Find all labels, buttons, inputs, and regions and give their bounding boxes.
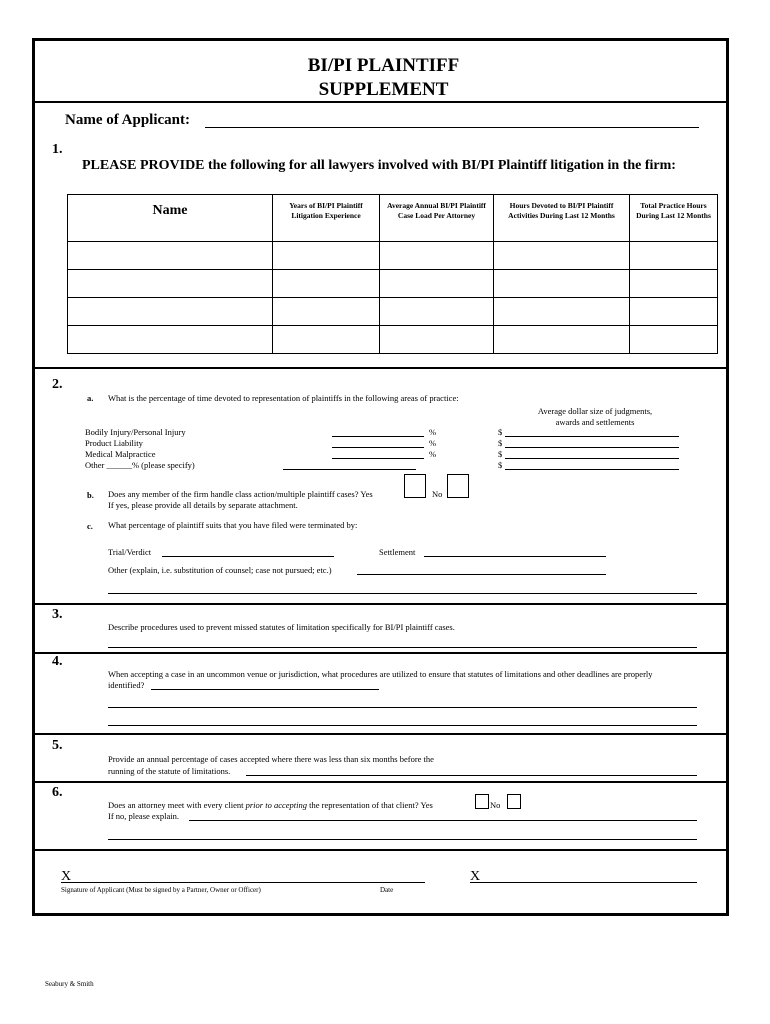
cell-caseload[interactable]	[380, 270, 494, 298]
cell-hours[interactable]	[494, 242, 630, 270]
pct-field-medical[interactable]	[332, 458, 424, 459]
avg-header-1: Average dollar size of judgments,	[537, 406, 653, 416]
cell-caseload[interactable]	[380, 242, 494, 270]
amount-field-medical[interactable]	[505, 458, 679, 459]
q3-text: Describe procedures used to prevent missed statutes of limitation specifically for BI/PI plaintiff cases.	[108, 622, 455, 632]
form-title-line2: SUPPLEMENT	[318, 79, 449, 100]
column-header-total-hours: Total Practice Hours During Last 12 Months	[630, 195, 718, 242]
column-header-caseload: Average Annual BI/PI Plaintiff Case Load Per Attorney	[380, 195, 494, 242]
date-label: Date	[380, 886, 394, 894]
other-field[interactable]	[357, 574, 606, 575]
divider	[35, 733, 726, 735]
table-row	[68, 270, 718, 298]
cell-name[interactable]	[68, 298, 273, 326]
applicant-label: Name of Applicant:	[65, 112, 190, 128]
amount-field-bodily[interactable]	[505, 436, 679, 437]
cell-hours[interactable]	[494, 326, 630, 354]
divider	[35, 603, 726, 605]
trial-field[interactable]	[162, 556, 334, 557]
cell-name[interactable]	[68, 270, 273, 298]
cell-years[interactable]	[273, 326, 380, 354]
divider	[35, 781, 726, 783]
dollar-sign: $	[498, 427, 503, 437]
q4-number: 4.	[52, 654, 63, 669]
pct-field-bodily[interactable]	[332, 436, 424, 437]
q2a-label: a.	[87, 393, 94, 403]
q6-field[interactable]	[189, 820, 697, 821]
divider	[35, 101, 726, 103]
q2b-label: b.	[87, 490, 94, 500]
q4-field[interactable]	[151, 689, 379, 690]
dollar-sign: $	[498, 449, 503, 459]
cell-caseload[interactable]	[380, 326, 494, 354]
q5-text: Provide an annual percentage of cases accepted where there was less than six months before the	[108, 754, 434, 764]
q2b-no-checkbox[interactable]	[447, 474, 469, 498]
q3-answer-line[interactable]	[108, 647, 697, 648]
avg-header-2: awards and settlements	[555, 417, 635, 427]
form-frame	[32, 38, 729, 916]
q6-yes-checkbox[interactable]	[475, 794, 489, 809]
column-header-years: Years of BI/PI Plaintiff Litigation Experience	[273, 195, 380, 242]
signature-x: X	[61, 869, 72, 884]
q5-number: 5.	[52, 738, 63, 753]
q6-text: Does an attorney meet with every client prior to accepting the representation of that client? Yes	[108, 800, 433, 810]
other-explain-line[interactable]	[108, 593, 697, 594]
q6-no-checkbox[interactable]	[507, 794, 521, 809]
signature-label: Signature of Applicant (Must be signed by a Partner, Owner or Officer)	[61, 886, 261, 894]
table-row	[68, 242, 718, 270]
applicant-name-field[interactable]	[205, 127, 699, 128]
q6-no-label: No	[490, 800, 501, 810]
q2a-text: What is the percentage of time devoted to representation of plaintiffs in the following areas of practice:	[108, 393, 459, 403]
cell-years[interactable]	[273, 242, 380, 270]
dollar-sign: $	[498, 460, 503, 470]
table-row	[68, 326, 718, 354]
divider	[35, 367, 726, 369]
lawyers-table	[67, 194, 718, 354]
cell-hours[interactable]	[494, 270, 630, 298]
q6-number: 6.	[52, 785, 63, 800]
amount-field-other[interactable]	[505, 469, 679, 470]
q2b-text2: If yes, please provide all details by separate attachment.	[108, 500, 298, 510]
q6-text2: If no, please explain.	[108, 811, 180, 821]
percent-sign: %	[429, 427, 437, 437]
q4-text2: identified?	[108, 680, 145, 690]
area-product-liability: Product Liability	[85, 438, 143, 448]
cell-hours[interactable]	[494, 298, 630, 326]
form-title-line1: BI/PI PLAINTIFF	[307, 55, 460, 76]
percent-sign: %	[429, 449, 437, 459]
cell-name[interactable]	[68, 242, 273, 270]
amount-field-product[interactable]	[505, 447, 679, 448]
cell-years[interactable]	[273, 270, 380, 298]
other-label: Other (explain, i.e. substitution of counsel; case not pursued; etc.)	[108, 565, 332, 575]
area-other: Other ______% (please specify)	[85, 460, 195, 470]
column-header-name: Name	[68, 195, 273, 242]
area-medical-malpractice: Medical Malpractice	[85, 449, 156, 459]
table-header-row	[68, 195, 718, 242]
signature-field[interactable]	[61, 882, 425, 883]
cell-name[interactable]	[68, 326, 273, 354]
cell-total-hours[interactable]	[630, 270, 718, 298]
date-x: X	[470, 869, 481, 884]
table-row	[68, 298, 718, 326]
cell-total-hours[interactable]	[630, 298, 718, 326]
cell-total-hours[interactable]	[630, 326, 718, 354]
trial-label: Trial/Verdict	[108, 547, 152, 557]
divider	[35, 849, 726, 851]
q2b-no-label: No	[432, 489, 443, 499]
cell-years[interactable]	[273, 298, 380, 326]
q1-number: 1.	[52, 142, 63, 157]
q2b-yes-checkbox[interactable]	[404, 474, 426, 498]
q4-answer-line[interactable]	[108, 707, 697, 708]
percent-sign: %	[429, 438, 437, 448]
q5-field[interactable]	[246, 775, 697, 776]
dollar-sign: $	[498, 438, 503, 448]
q5-text2: running of the statute of limitations.	[108, 766, 231, 776]
other-specify-field[interactable]	[283, 469, 416, 470]
pct-field-product[interactable]	[332, 447, 424, 448]
date-field[interactable]	[470, 882, 697, 883]
column-header-hours: Hours Devoted to BI/PI Plaintiff Activities During Last 12 Months	[494, 195, 630, 242]
q6-answer-line[interactable]	[108, 839, 697, 840]
footer-company: Seabury & Smith	[45, 980, 94, 988]
settlement-label: Settlement	[379, 547, 416, 557]
q1-text: PLEASE PROVIDE the following for all lawyers involved with BI/PI Plaintiff litigation in the firm:	[82, 158, 676, 173]
cell-caseload[interactable]	[380, 298, 494, 326]
q2c-text: What percentage of plaintiff suits that you have filed were terminated by:	[108, 520, 358, 530]
divider	[35, 652, 726, 654]
area-bodily-injury: Bodily Injury/Personal Injury	[85, 427, 186, 437]
q4-answer-line[interactable]	[108, 725, 697, 726]
q3-number: 3.	[52, 607, 63, 622]
q2c-label: c.	[87, 521, 93, 531]
settlement-field[interactable]	[424, 556, 606, 557]
q2-number: 2.	[52, 377, 63, 392]
cell-total-hours[interactable]	[630, 242, 718, 270]
q2b-text: Does any member of the firm handle class action/multiple plaintiff cases? Yes	[108, 489, 373, 499]
q4-text: When accepting a case in an uncommon venue or jurisdiction, what procedures are utilized to ensure that statutes of limitations and other deadlines are properly	[108, 669, 653, 679]
